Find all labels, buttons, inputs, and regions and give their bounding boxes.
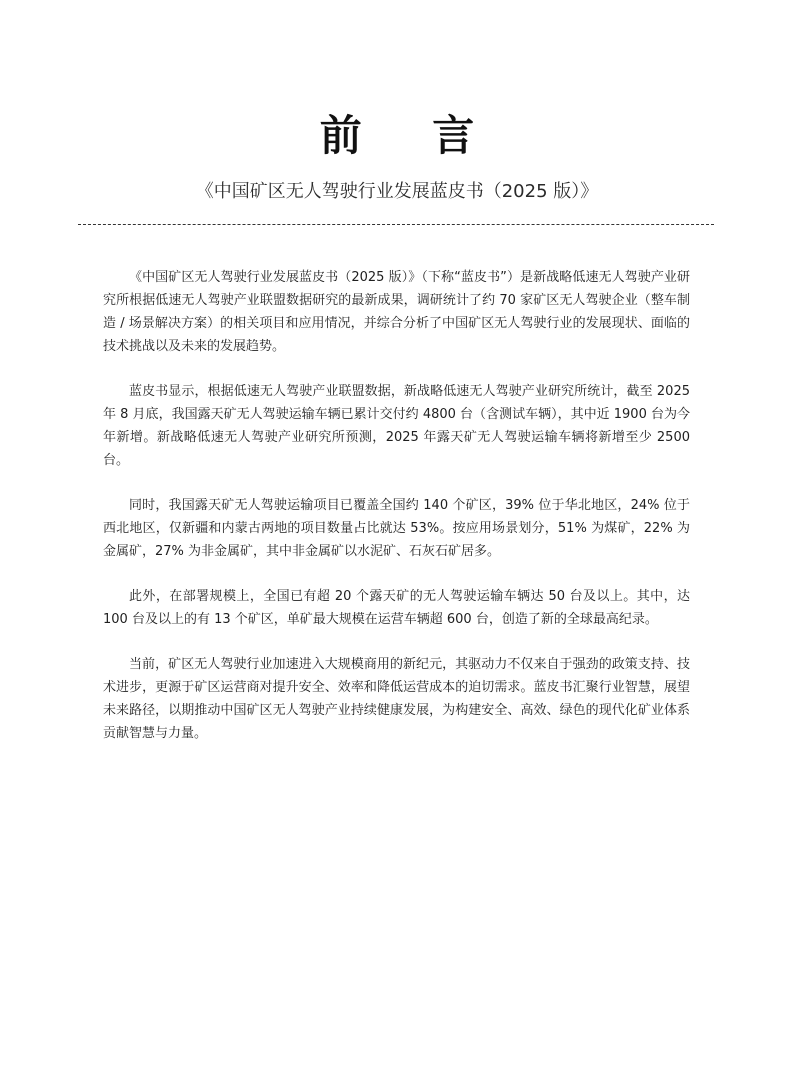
dashed-divider <box>78 224 714 225</box>
page-title: 前 言 <box>319 111 503 160</box>
preface-body <box>103 266 690 767</box>
paragraph-delivery-stats: 蓝皮书显示，根据低速无人驾驶产业联盟数据，新战略低速无人驾驶产业研究所统计，截至 2025 年 8 月底，我国露天矿无人驾驶运输车辆已累计交付约 4800 台（含测试车辆），其中近 1900 台为今年新增。新战略低速无人驾驶产业研究所预测，2025 年露天矿无人驾驶运输车辆将新增至少 2500 台。 <box>103 384 690 468</box>
paragraph-intro: 《中国矿区无人驾驶行业发展蓝皮书（2025 版）》（下称“蓝皮书”）是新战略低速无人驾驶产业研究所根据低速无人驾驶产业联盟数据研究的最新成果，调研统计了约 70 家矿区无人驾驶企业（整车制造 / 场景解决方案）的相关项目和应用情况，并综合分析了中国矿区无人驾驶行业的发展现状、面临的技术挑战以及未来的发展趋势。 <box>103 270 690 354</box>
paragraph-deployment-scale: 此外，在部署规模上，全国已有超 20 个露天矿的无人驾驶运输车辆达 50 台及以上。其中，达 100 台及以上的有 13 个矿区，单矿最大规模在运营车辆超 600 台，创造了新的全球最高纪录。 <box>103 589 690 627</box>
page-subtitle: 《中国矿区无人驾驶行业发展蓝皮书（2025 版）》 <box>195 181 599 202</box>
paragraph-outlook: 当前，矿区无人驾驶行业加速进入大规模商用的新纪元，其驱动力不仅来自于强劲的政策支持、技术进步，更源于矿区运营商对提升安全、效率和降低运营成本的迫切需求。蓝皮书汇聚行业智慧，展望未来路径，以期推动中国矿区无人驾驶产业持续健康发展，为构建安全、高效、绿色的现代化矿业体系贡献智慧与力量。 <box>103 657 690 741</box>
paragraph-regional-coverage: 同时，我国露天矿无人驾驶运输项目已覆盖全国约 140 个矿区，39% 位于华北地区，24% 位于西北地区，仅新疆和内蒙古两地的项目数量占比就达 53%。按应用场景划分，51% 为煤矿，22% 为金属矿，27% 为非金属矿，其中非金属矿以水泥矿、石灰石矿居多。 <box>103 498 690 559</box>
